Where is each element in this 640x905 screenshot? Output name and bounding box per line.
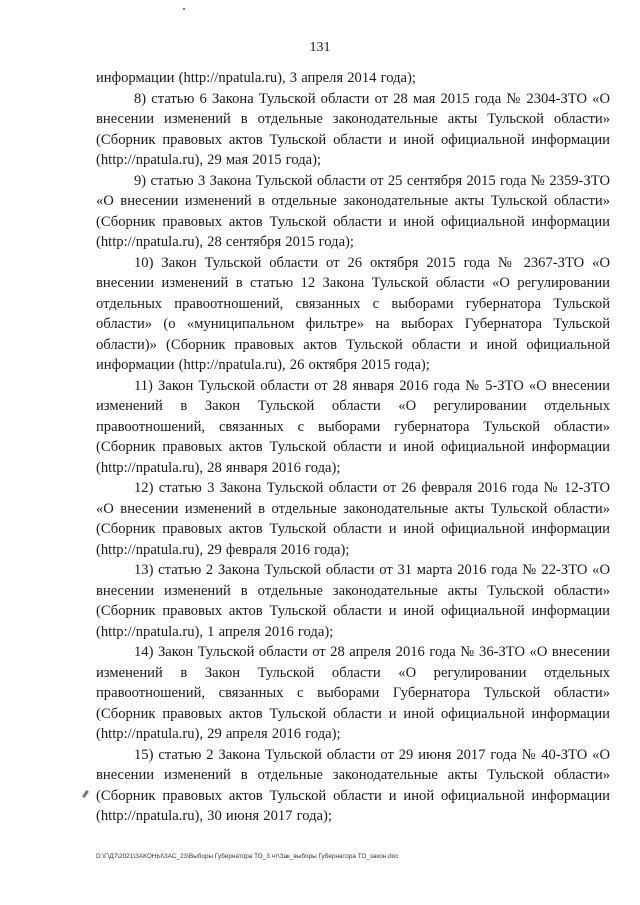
paragraph-continuation: информации (http://npatula.ru), 3 апреля 2014 года); — [96, 70, 416, 86]
document-body — [96, 68, 610, 827]
paragraph-item-9: 9) статью 3 Закона Тульской области от 25 сентября 2015 года № 2359-ЗТО «О внесении изменений в отдельные законодательные акты Тульской области» (Сборник правовых актов Тульской области и иной официальной информации (http://npatula.ru), 28 сентября 2015 года); — [96, 172, 610, 250]
paragraph-item-10: 10) Закон Тульской области от 26 октября 2015 года № 2367-ЗТО «О внесении изменений в статью 12 Закона Тульской области «О регулировании отдельных правоотношений, связанных с выборами губернатора Тульской области» (о «муниципальном фильтре» на выборах Губернатора Тульской области)» (Сборник правовых актов Тульской области и иной официальной информации (http://npatula.ru), 26 октября 2015 года); — [96, 254, 610, 373]
paragraph-item-8: 8) статью 6 Закона Тульской области от 28 мая 2015 года № 2304-ЗТО «О внесении изменений в отдельные законодательные акты Тульской области» (Сборник правовых актов Тульской области и иной официальной информации (http://npatula.ru), 29 мая 2015 года); — [96, 90, 610, 168]
paragraph-item-11: 11) Закон Тульской области от 28 января 2016 года № 5-ЗТО «О внесении изменений в Закон Тульской области «О регулировании отдельных правоотношений, связанных с выборами губернатора Тульской области» (Сборник правовых актов Тульской области и иной официальной информации (http://npatula.ru), 28 января 2016 года); — [96, 377, 610, 476]
paragraph-item-12: 12) статью 3 Закона Тульской области от 26 февраля 2016 года № 12-ЗТО «О внесении изменений в отдельные законодательные акты Тульской области» (Сборник правовых актов Тульской области и иной официальной информации (http://npatula.ru), 29 февраля 2016 года); — [96, 480, 610, 558]
paragraph-item-14: 14) Закон Тульской области от 28 апреля 2016 года № 36-ЗТО «О внесении изменений в Закон Тульской области «О регулировании отдельных правоотношений, связанных с выборами Губернатора Тульской области» (Сборник правовых актов Тульской области и иной официальной информации (http://npatula.ru), 29 апреля 2016 года); — [96, 644, 610, 742]
scan-mark — [82, 790, 89, 798]
page-number: 131 — [309, 40, 331, 55]
file-path-footer: D:\Г\Д7\2021\ЗАКОНЫ\ЗАС_23\Выборы Губернатора ТО_3 чт\Зак_выборы Губернатора ТО_закон.doc — [96, 853, 399, 860]
scan-speck — [183, 8, 185, 10]
paragraph-item-13: 13) статью 2 Закона Тульской области от 31 марта 2016 года № 22-ЗТО «О внесении изменений в отдельные законодательные акты Тульской области» (Сборник правовых актов Тульской области и иной официальной информации (http://npatula.ru), 1 апреля 2016 года); — [96, 562, 610, 640]
paragraph-item-15: 15) статью 2 Закона Тульской области от 29 июня 2017 года № 40-ЗТО «О внесении изменений в отдельные законодательные акты Тульской области» (Сборник правовых актов Тульской области и иной официальной информации (http://npatula.ru), 30 июня 2017 года); — [96, 746, 610, 824]
